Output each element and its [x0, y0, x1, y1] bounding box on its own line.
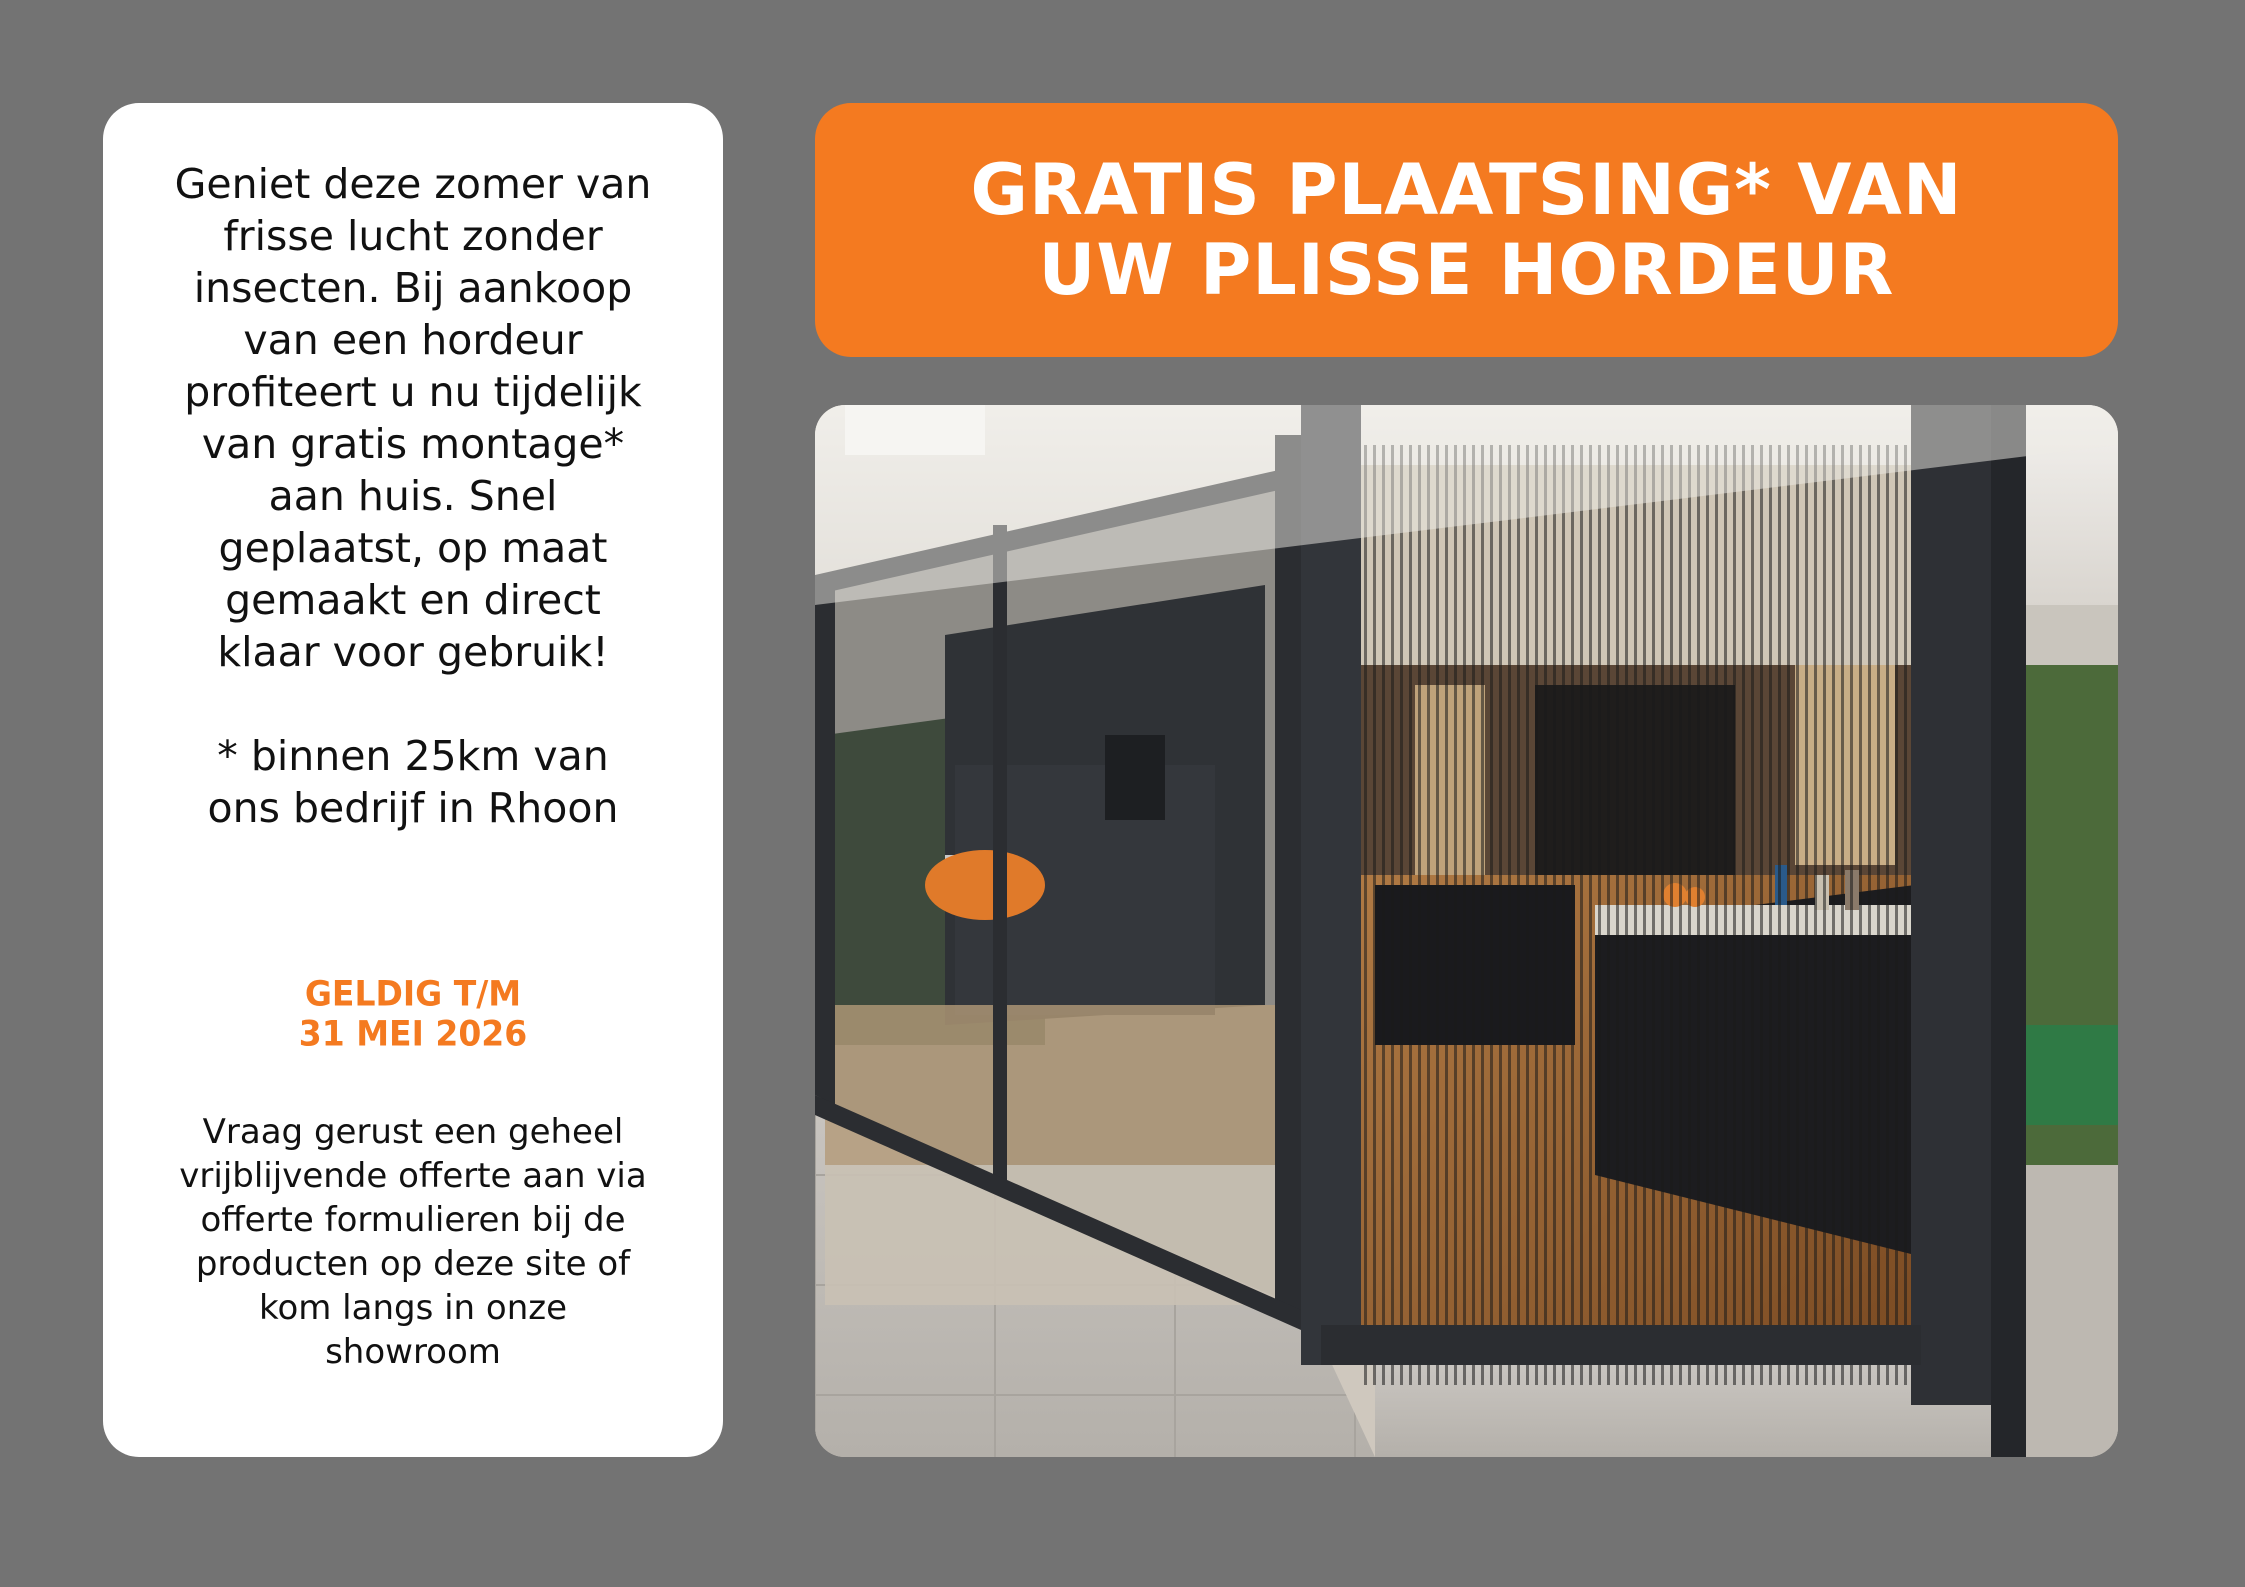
intro-text: Geniet deze zomer van frisse lucht zonder insecten. Bij aankoop van een hordeur profiteert u nu tijdelijk van gratis montage* aan huis. Snel geplaatst, op maat gemaakt en direct klaar voor gebruik! [174, 160, 652, 676]
info-card [103, 103, 723, 1457]
offer-text: Vraag gerust een geheel vrijblijvende offerte aan via offerte formulieren bij de producten op deze site of kom langs in onze showroom [179, 1112, 647, 1372]
banner-title: GRATIS PLAATSING* VAN UW PLISSE HORDEUR [970, 149, 1963, 311]
footnote-text: * binnen 25km van ons bedrijf in Rhoon [207, 732, 619, 832]
product-photo [815, 405, 2118, 1457]
promo-banner [815, 103, 2118, 357]
photo-image [815, 405, 2118, 1457]
validity-label: GELDIG T/M 31 MEI 2026 [298, 973, 528, 1054]
